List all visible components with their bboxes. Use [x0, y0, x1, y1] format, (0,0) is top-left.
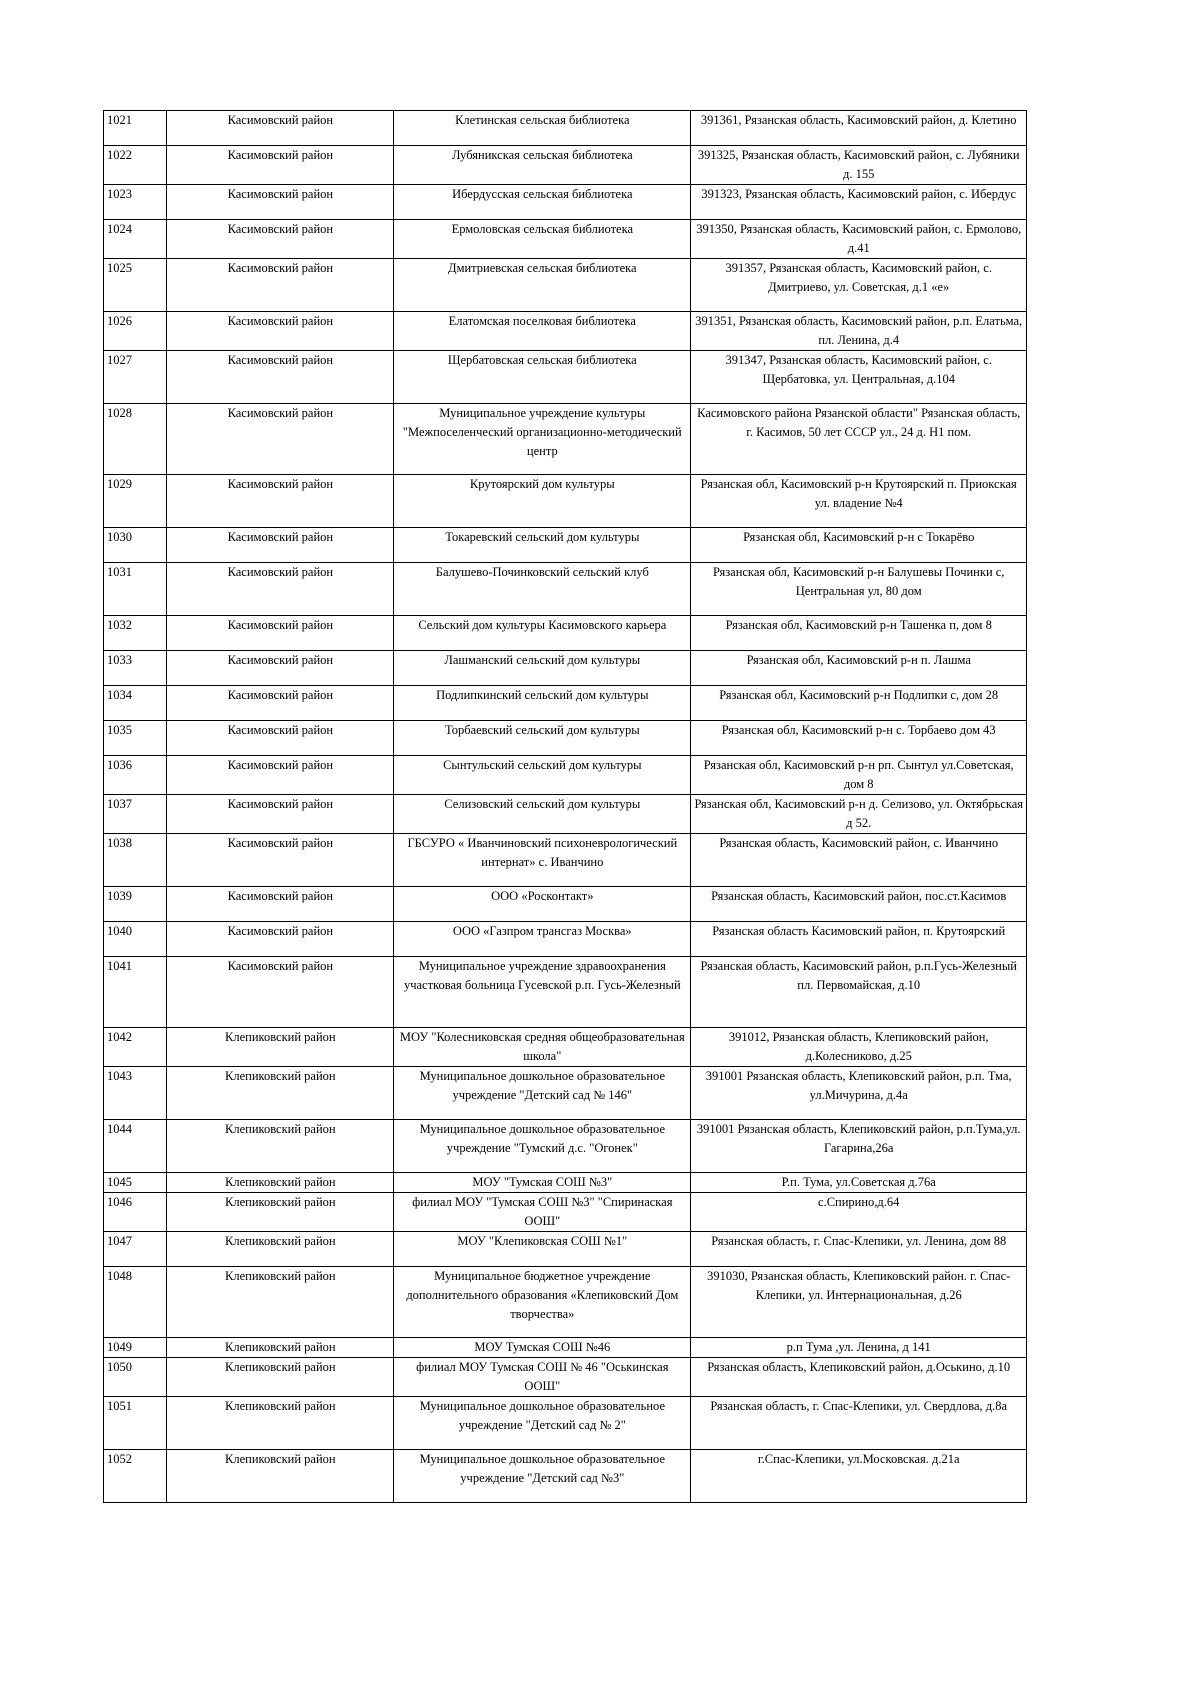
row-number: 1051: [104, 1397, 167, 1450]
row-number: 1024: [104, 220, 167, 259]
row-number: 1052: [104, 1450, 167, 1503]
district-cell: Касимовский район: [167, 111, 394, 146]
address-cell: с.Спирино,д.64: [691, 1193, 1027, 1232]
table-row: [104, 563, 1027, 616]
organization-cell: Муниципальное дошкольное образовательное учреждение "Детский сад № 2": [394, 1397, 691, 1450]
organization-cell: Ермоловская сельская библиотека: [394, 220, 691, 259]
address-cell: 391357, Рязанская область, Касимовский район, с. Дмитриево, ул. Советская, д.1 «е»: [691, 259, 1027, 312]
row-number: 1029: [104, 475, 167, 528]
row-number: 1049: [104, 1338, 167, 1358]
district-cell: Касимовский район: [167, 475, 394, 528]
district-cell: Касимовский район: [167, 616, 394, 651]
district-cell: Касимовский район: [167, 404, 394, 475]
row-number: 1022: [104, 146, 167, 185]
address-cell: Рязанская область, Касимовский район, пос.ст.Касимов: [691, 887, 1027, 922]
organization-cell: ООО «Росконтакт»: [394, 887, 691, 922]
address-cell: г.Спас-Клепики, ул.Московская. д.21а: [691, 1450, 1027, 1503]
table-row: [104, 259, 1027, 312]
organization-cell: филиал МОУ Тумская СОШ № 46 "Оськинская ООШ": [394, 1358, 691, 1397]
table-row: [104, 1358, 1027, 1397]
address-cell: 391351, Рязанская область, Касимовский район, р.п. Елатьма, пл. Ленина, д.4: [691, 312, 1027, 351]
address-cell: Рязанская обл, Касимовский р-н с. Торбаево дом 43: [691, 721, 1027, 756]
row-number: 1048: [104, 1267, 167, 1338]
table-row: [104, 1028, 1027, 1067]
row-number: 1028: [104, 404, 167, 475]
address-cell: 391323, Рязанская область, Касимовский район, с. Ибердус: [691, 185, 1027, 220]
district-cell: Касимовский район: [167, 686, 394, 721]
address-cell: Рязанская обл, Касимовский р-н с Токарёво: [691, 528, 1027, 563]
district-cell: Касимовский район: [167, 312, 394, 351]
district-cell: Касимовский район: [167, 185, 394, 220]
address-cell: Рязанская обл, Касимовский р-н п. Лашма: [691, 651, 1027, 686]
table-row: [104, 1193, 1027, 1232]
table-row: [104, 528, 1027, 563]
organization-cell: МОУ "Тумская СОШ №3": [394, 1173, 691, 1193]
table-row: [104, 686, 1027, 721]
address-cell: 391030, Рязанская область, Клепиковский район. г. Спас-Клепики, ул. Интернациональная, д.26: [691, 1267, 1027, 1338]
organization-cell: ГБСУРО « Иванчиновский психоневрологический интернат» с. Иванчино: [394, 834, 691, 887]
table-row: [104, 616, 1027, 651]
organization-cell: Балушево-Починковский сельский клуб: [394, 563, 691, 616]
organization-cell: Муниципальное учреждение здравоохранения участковая больница Гусевской р.п. Гусь-Железный: [394, 957, 691, 1028]
row-number: 1042: [104, 1028, 167, 1067]
organization-cell: Сельский дом культуры Касимовского карьера: [394, 616, 691, 651]
address-cell: Рязанская обл, Касимовский р-н Ташенка п, дом 8: [691, 616, 1027, 651]
row-number: 1032: [104, 616, 167, 651]
address-cell: Р.п. Тума, ул.Советская д.76а: [691, 1173, 1027, 1193]
organization-cell: ООО «Газпром трансгаз Москва»: [394, 922, 691, 957]
organization-cell: МОУ "Клепиковская СОШ №1": [394, 1232, 691, 1267]
table-row: [104, 1338, 1027, 1358]
table-row: [104, 475, 1027, 528]
organization-cell: Муниципальное дошкольное образовательное учреждение "Детский сад №3": [394, 1450, 691, 1503]
row-number: 1025: [104, 259, 167, 312]
table-row: [104, 111, 1027, 146]
organization-cell: Муниципальное дошкольное образовательное учреждение "Детский сад № 146": [394, 1067, 691, 1120]
organization-cell: филиал МОУ "Тумская СОШ №3" "Спиринаская ООШ": [394, 1193, 691, 1232]
organization-cell: Торбаевский сельский дом культуры: [394, 721, 691, 756]
address-cell: Рязанская область, Клепиковский район, д.Оськино, д.10: [691, 1358, 1027, 1397]
table-row: [104, 1232, 1027, 1267]
row-number: 1035: [104, 721, 167, 756]
organization-cell: Крутоярский дом культуры: [394, 475, 691, 528]
row-number: 1039: [104, 887, 167, 922]
row-number: 1037: [104, 795, 167, 834]
address-cell: 391012, Рязанская область, Клепиковский район, д.Колесниково, д.25: [691, 1028, 1027, 1067]
row-number: 1030: [104, 528, 167, 563]
registry-table-body: [104, 111, 1027, 1503]
row-number: 1045: [104, 1173, 167, 1193]
address-cell: Касимовского района Рязанской области" Рязанская область, г. Касимов, 50 лет СССР ул., 24 д. Н1 пом.: [691, 404, 1027, 475]
district-cell: Клепиковский район: [167, 1120, 394, 1173]
row-number: 1044: [104, 1120, 167, 1173]
district-cell: Касимовский район: [167, 146, 394, 185]
table-row: [104, 351, 1027, 404]
address-cell: Рязанская область, г. Спас-Клепики, ул. Свердлова, д.8а: [691, 1397, 1027, 1450]
organization-cell: Дмитриевская сельская библиотека: [394, 259, 691, 312]
row-number: 1041: [104, 957, 167, 1028]
district-cell: Клепиковский район: [167, 1450, 394, 1503]
row-number: 1021: [104, 111, 167, 146]
district-cell: Касимовский район: [167, 259, 394, 312]
organization-cell: МОУ Тумская СОШ №46: [394, 1338, 691, 1358]
district-cell: Клепиковский район: [167, 1267, 394, 1338]
table-row: [104, 1067, 1027, 1120]
organization-cell: Лубяникская сельская библиотека: [394, 146, 691, 185]
address-cell: Рязанская область, Касимовский район, с. Иванчино: [691, 834, 1027, 887]
table-row: [104, 220, 1027, 259]
address-cell: 391350, Рязанская область, Касимовский район, с. Ермолово, д.41: [691, 220, 1027, 259]
district-cell: Касимовский район: [167, 651, 394, 686]
district-cell: Клепиковский район: [167, 1338, 394, 1358]
table-row: [104, 312, 1027, 351]
organization-cell: Клетинская сельская библиотека: [394, 111, 691, 146]
address-cell: 391361, Рязанская область, Касимовский район, д. Клетино: [691, 111, 1027, 146]
row-number: 1023: [104, 185, 167, 220]
row-number: 1026: [104, 312, 167, 351]
table-row: [104, 887, 1027, 922]
address-cell: Рязанская область, Касимовский район, р.п.Гусь-Железный пл. Первомайская, д.10: [691, 957, 1027, 1028]
table-row: [104, 1173, 1027, 1193]
address-cell: 391325, Рязанская область, Касимовский район, с. Лубяники д. 155: [691, 146, 1027, 185]
district-cell: Клепиковский район: [167, 1232, 394, 1267]
district-cell: Клепиковский район: [167, 1397, 394, 1450]
organization-cell: Сынтульский сельский дом культуры: [394, 756, 691, 795]
table-row: [104, 1120, 1027, 1173]
district-cell: Касимовский район: [167, 721, 394, 756]
table-row: [104, 1267, 1027, 1338]
district-cell: Клепиковский район: [167, 1173, 394, 1193]
row-number: 1033: [104, 651, 167, 686]
address-cell: Рязанская обл, Касимовский р-н Крутоярский п. Приокская ул. владение №4: [691, 475, 1027, 528]
organization-cell: Ибердусская сельская библиотека: [394, 185, 691, 220]
table-row: [104, 721, 1027, 756]
organization-cell: Щербатовская сельская библиотека: [394, 351, 691, 404]
row-number: 1047: [104, 1232, 167, 1267]
organization-cell: Токаревский сельский дом культуры: [394, 528, 691, 563]
address-cell: Рязанская область Касимовский район, п. Крутоярский: [691, 922, 1027, 957]
district-cell: Касимовский район: [167, 528, 394, 563]
table-row: [104, 1450, 1027, 1503]
row-number: 1036: [104, 756, 167, 795]
address-cell: Рязанская область, г. Спас-Клепики, ул. Ленина, дом 88: [691, 1232, 1027, 1267]
organization-cell: Муниципальное дошкольное образовательное учреждение "Тумский д.с. "Огонек": [394, 1120, 691, 1173]
address-cell: 391347, Рязанская область, Касимовский район, с. Щербатовка, ул. Центральная, д.104: [691, 351, 1027, 404]
table-row: [104, 922, 1027, 957]
row-number: 1040: [104, 922, 167, 957]
district-cell: Касимовский район: [167, 220, 394, 259]
district-cell: Касимовский район: [167, 957, 394, 1028]
table-row: [104, 957, 1027, 1028]
table-row: [104, 795, 1027, 834]
district-cell: Касимовский район: [167, 795, 394, 834]
table-row: [104, 834, 1027, 887]
organization-cell: Лашманский сельский дом культуры: [394, 651, 691, 686]
district-cell: Касимовский район: [167, 563, 394, 616]
row-number: 1046: [104, 1193, 167, 1232]
row-number: 1038: [104, 834, 167, 887]
district-cell: Касимовский район: [167, 887, 394, 922]
table-row: [104, 146, 1027, 185]
row-number: 1050: [104, 1358, 167, 1397]
address-cell: Рязанская обл, Касимовский р-н Подлипки с, дом 28: [691, 686, 1027, 721]
address-cell: Рязанская обл, Касимовский р-н д. Селизово, ул. Октябрьская д 52.: [691, 795, 1027, 834]
district-cell: Касимовский район: [167, 834, 394, 887]
district-cell: Клепиковский район: [167, 1193, 394, 1232]
organization-cell: Подлипкинский сельский дом культуры: [394, 686, 691, 721]
district-cell: Клепиковский район: [167, 1358, 394, 1397]
district-cell: Клепиковский район: [167, 1067, 394, 1120]
organization-cell: Муниципальное учреждение культуры "Межпоселенческий организационно-методический центр: [394, 404, 691, 475]
address-cell: 391001 Рязанская область, Клепиковский район, р.п. Тма, ул.Мичурина, д.4а: [691, 1067, 1027, 1120]
organization-cell: Елатомская поселковая библиотека: [394, 312, 691, 351]
organization-cell: Муниципальное бюджетное учреждение дополнительного образования «Клепиковский Дом творчества»: [394, 1267, 691, 1338]
district-cell: Касимовский район: [167, 756, 394, 795]
table-row: [104, 404, 1027, 475]
district-cell: Касимовский район: [167, 351, 394, 404]
address-cell: р.п Тума ,ул. Ленина, д 141: [691, 1338, 1027, 1358]
district-cell: Клепиковский район: [167, 1028, 394, 1067]
address-cell: Рязанская обл, Касимовский р-н рп. Сынтул ул.Советская, дом 8: [691, 756, 1027, 795]
table-row: [104, 756, 1027, 795]
address-cell: 391001 Рязанская область, Клепиковский район, р.п.Тума,ул. Гагарина,26а: [691, 1120, 1027, 1173]
table-row: [104, 651, 1027, 686]
address-cell: Рязанская обл, Касимовский р-н Балушевы Починки с, Центральная ул, 80 дом: [691, 563, 1027, 616]
organization-cell: Селизовский сельский дом культуры: [394, 795, 691, 834]
table-row: [104, 1397, 1027, 1450]
row-number: 1043: [104, 1067, 167, 1120]
district-cell: Касимовский район: [167, 922, 394, 957]
table-row: [104, 185, 1027, 220]
row-number: 1031: [104, 563, 167, 616]
registry-table: [103, 110, 1027, 1503]
organization-cell: МОУ "Колесниковская средняя общеобразовательная школа": [394, 1028, 691, 1067]
row-number: 1027: [104, 351, 167, 404]
row-number: 1034: [104, 686, 167, 721]
